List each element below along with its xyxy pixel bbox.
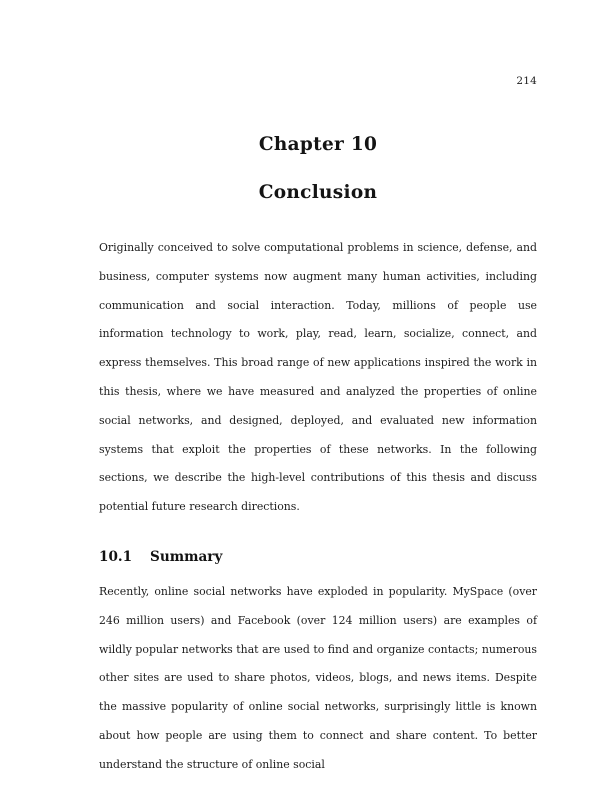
body-text-block	[99, 234, 537, 780]
section-number: 10.1	[99, 548, 133, 565]
page-number: 214	[516, 75, 537, 87]
chapter-title: Conclusion	[258, 182, 378, 204]
section-heading-summary	[99, 522, 537, 578]
chapter-number: Chapter 10	[258, 134, 378, 155]
paragraph-summary: Recently, online social networks have exploded in popularity. MySpace (over 246 million users) and Facebook (over 124 million users) are examples of wildly popular networks that are used to find and organize contacts; numerous other sites are used to share photos, videos, blogs, and news items. Despite the massive popularity of online social networks, surprisingly little is known about how people are using them to connect and share content. To better understand the structure of online social	[99, 584, 537, 771]
chapter-heading	[99, 134, 537, 204]
section-title: Summary	[150, 548, 223, 565]
paragraph-introduction: Originally conceived to solve computational problems in science, defense, and business, computer systems now augment many human activities, including communication and social interaction. Today, millions of people use information technology to work, play, read, learn, socialize, connect, and express themselves. This broad range of new applications inspired the work in this thesis, where we have measured and analyzed the properties of online social networks, and designed, deployed, and evaluated new information systems that exploit the properties of these networks. In the following sections, we describe the high-level contributions of this thesis and discuss potential future research directions.	[99, 241, 537, 514]
